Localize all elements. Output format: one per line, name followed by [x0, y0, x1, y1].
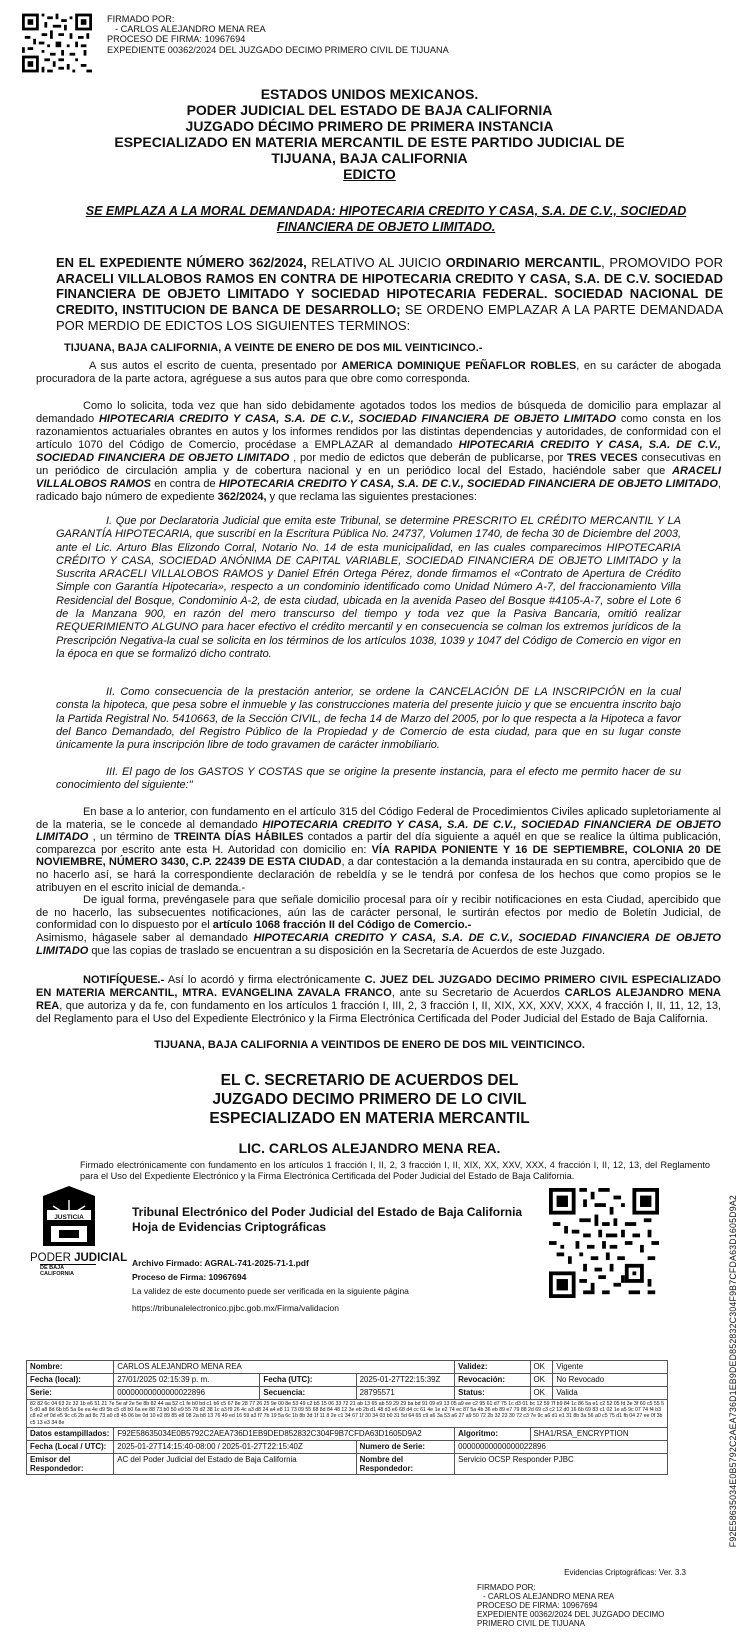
table-cell: No Revocado: [553, 1374, 668, 1387]
signature-block-top: [107, 14, 449, 55]
qr-code-top: [22, 13, 92, 73]
text-span: HIPOTECARIA CREDITO Y CASA, S.A. DE C.V., SOCIEDAD FINANCIERA DE OBJETO LIMITADO: [36, 439, 721, 464]
table-cell: Secuencia:: [260, 1387, 356, 1400]
prestacion-2: II. Como consecuencia de la prestación anterior, se ordene la CANCELACIÓN DE LA INSCRIPCIÓN en la cual consta la hipoteca, que pesa sobre el inmueble y las construcciones materia del presente juicio y que se encuentra inscrito bajo la Partida Registral No. 5410663, de la Sección CIVIL, de fecha 14 de Marzo del 2005, por lo que respecta a la Hipoteca a favor del Banco Demandado, del Registro Público de la Propiedad y de Comercio de esta ciudad, para que en su lugar conste únicamente la pura inscripción libre de todo gravamen de carácter inmobiliario.: [56, 686, 681, 752]
text-span: , que autoriza y da fe, con fundamento en los artículos 1 fracción I, III, 2, 3 fracción I, II, XIX, XX, XXV, XXX, 4 fracción I, II, 11, 12, 13, del Reglamento para el Uso del Expediente Electrónico y la Firma Electrónica Certificada del Poder Judicial del Estado de Baja California.: [36, 1000, 721, 1025]
text-span: Asimismo, hágasele saber al demandado: [36, 932, 254, 944]
signer-name: - CARLOS ALEJANDRO MENA REA: [115, 24, 266, 35]
archivo-info: [132, 1256, 409, 1315]
text-span: artículo 1068 fracción II del Código de Comercio.-: [212, 919, 472, 932]
document-header: [16, 86, 723, 182]
table-cell: F92E58635034E0B5792C2AEA736D1EB9DED852832C304F9B7CFDA63D1605D9A2: [114, 1427, 455, 1440]
forma-paragraph: [36, 894, 721, 932]
text-span: HIPOTECARIA CREDITO Y CASA, S.A. DE C.V., SOCIEDAD FINANCIERA DE OBJETO LIMITADO: [218, 478, 718, 490]
text-span: consecutivas en un periódico de circulación amplia y de cobertura nacional y en un periódico local del Estado, haciéndole saber que: [36, 452, 722, 477]
secretario-line: EL C. SECRETARIO DE ACUERDOS DEL: [220, 1072, 519, 1089]
table-cell: 28795571: [356, 1387, 454, 1400]
text-span: , por medio de edictos que deberán de publicarse, por: [289, 452, 568, 464]
date-line: TIJUANA, BAJA CALIFORNIA A VEINTIDOS DE ENERO DE DOS MIL VEINTICINCO.: [154, 1039, 585, 1051]
logo-sub: DE BAJA CALIFORNIA: [40, 1264, 96, 1277]
evidence-version: Evidencias Criptográficas: Ver. 3.3: [564, 1568, 686, 1577]
base-paragraph: [36, 806, 721, 894]
table-cell: 27/01/2025 02:15:39 p. m.: [114, 1374, 260, 1387]
text-span: en contra de: [151, 478, 219, 490]
table-cell: Serie:: [27, 1387, 114, 1400]
table-row: [27, 1400, 668, 1428]
archivo-file: Archivo Firmado: AGRAL-741-2025-71-1.pdf: [132, 1258, 309, 1268]
table-cell: Fecha (local):: [27, 1374, 114, 1387]
logo-name-b: JUDICIAL: [74, 1252, 128, 1264]
table-cell: Nombre del Respondedor:: [356, 1453, 454, 1474]
secretario-line: ESPECIALIZADO EN MATERIA MERCANTIL: [209, 1110, 530, 1127]
text-span: Como lo solicita, toda vez que han sido debidamente agotados todos los medios de búsqueda de domicilio para emplazar al demandado: [36, 400, 721, 425]
header-line: PODER JUDICIAL DEL ESTADO DE BAJA CALIFORNIA: [186, 102, 553, 118]
text-span: HIPOTECARIA CREDITO Y CASA, S.A. DE C.V., SOCIEDAD FINANCIERA DE OBJETO LIMITADO: [36, 818, 721, 844]
qr-code-validation: [549, 1188, 659, 1298]
signature-process: PROCESO DE FIRMA: 10967694: [477, 1601, 598, 1610]
text-span: En base a lo anterior, con fundamento en el artículo 315 del Código Federal de Procedimientos Civiles aplicado supletoriamente al de la materia, se le concede al demandado: [36, 806, 721, 831]
text-span: ORDINARIO MERCANTIL: [445, 255, 602, 270]
como-paragraph: [36, 400, 721, 504]
table-cell: OK: [530, 1387, 553, 1400]
text-span: AMERICA DOMINIQUE PEÑAFLOR ROBLES: [341, 360, 577, 372]
text-span: EN EL EXPEDIENTE NÚMERO 362/2024,: [56, 255, 307, 270]
table-row: [27, 1440, 668, 1453]
text-span: TREINTA DÍAS HÁBILES: [173, 831, 304, 844]
signature-expediente: EXPEDIENTE 00362/2024 DEL JUZGADO DECIMO: [477, 1610, 665, 1619]
text-span: RELATIVO AL JUICIO: [306, 255, 446, 270]
signature-hex: 82 82 6c 04 63 2c 32 1b e6 51 21 7e 5e af 2e 5e 8b 82 44 aa 52 c1 fe b0 bd c1 b6 c5 67 8e 28 77 26 25 9e 00 8e 53 49 c2 b5 15 06 33 72 21 ab 13 65 ab 59 29 29 ba bd 91 09 e9 13 05 a9 ee c2 95 61 d7 75 1c d3 01 bc 12 59 7f b9 84 1c 86 5a e1 c2 52 05 fd 3e 3f 60 c5 55 55 d0 a8 8d 6b b5 5a 6e ea 4e d9 5b c5 c8 b0 6a ee 88 73 b0 50 e9 55 78 d2 38 1c a3 f9 26 4c a3 d8 24 a4 e8 11 73 09 55 68 8d 84 48 12 3e eb 2b d1 48 d3 e6 68 d4 cc 61 4e 1e e2 74 ec 87 5a 4b 36 eb 89 e7 79 88 2d 69 c3 c2 12 d0 16 6b 69 83 c1 02 1e a5 9c 07 74 f4 b3 c8 e2 ef 0d e5 9c c6 2b ad 8c 73 a0 c8 45 06 be 0d 10 e2 89 85 e8 08 2a b8 13 76 49 ed 16 59 a3 f7 7b 19 5a 6c 1b 8b 3d 1f 11 8 2e c1 34 67 1f 30 34 03 b0 31 5d 64 65 c9 a6 3a 53 a6 27 a9 50 72 2b 32 23 30 72 c3 7e 9c a6 d1 e1 31 8b 3a 56 a0 c5 75 d1 fb 04 27 ee 0f 3b c5 13 e3 34 8e: [27, 1400, 668, 1428]
notificacion-paragraph: [36, 974, 721, 1026]
text-span: , radicado bajo número de expediente: [36, 478, 721, 503]
text-span: 362/2024,: [217, 491, 267, 503]
text-span: Así lo acordó y firma electrónicamente: [164, 974, 365, 986]
table-cell: OK: [530, 1361, 553, 1374]
signature-label: FIRMADO POR:: [477, 1583, 536, 1592]
logo-name: [30, 1252, 128, 1264]
table-row: [27, 1361, 668, 1374]
table-cell: Fecha (UTC):: [260, 1374, 356, 1387]
table-cell: Nombre:: [27, 1361, 114, 1374]
date-line: TIJUANA, BAJA CALIFORNIA, A VEINTE DE ENERO DE DOS MIL VEINTICINCO.-: [64, 342, 483, 354]
text-span: que las copias de traslado se encuentran a su disposición en la Secretaría de Acuerdos de este Juzgado.: [88, 944, 606, 957]
validation-url[interactable]: https://tribunalelectronico.pjbc.gob.mx/Firma/validacion: [132, 1303, 339, 1313]
table-cell: Validez:: [455, 1361, 530, 1374]
table-cell: Algoritmo:: [455, 1427, 530, 1440]
table-cell: 2025-01-27T14:15:40-08:00 / 2025-01-27T22:15:40Z: [114, 1440, 356, 1453]
table-cell: OK: [530, 1374, 553, 1387]
table-cell: Emisor del Respondedor:: [27, 1453, 114, 1474]
header-line: TIJUANA, BAJA CALIFORNIA: [271, 150, 468, 166]
table-cell: CARLOS ALEJANDRO MENA REA: [114, 1361, 455, 1374]
table-cell: 00000000000000022896: [114, 1387, 260, 1400]
expediente-paragraph: [56, 255, 723, 334]
prestacion-1: I. Que por Declaratoria Judicial que emita este Tribunal, se determine PRESCRITO EL CRÉDITO MERCANTIL Y LA GARANTÍA HIPOTECARIA, que suscribí en la Escritura Pública No. 24737, Volumen 1740, de fecha 30 de Diciembre del 2003, ante el Lic. Arturo Blas Elizondo Corral, Notario No. 14 de esta municipalidad, en las cuales comparecimos HIPOTECARIA CRÉDITO Y CASA, SOCIEDAD ANÓNIMA DE CAPITAL VARIABLE, SOCIEDAD FINANCIERA DE OBJETO LIMITADO y la Suscrita ARACELI VILLALOBOS RAMOS y Daniel Efrén Ortega Pérez, donde firmamos el «Contrato de Apertura de Crédito Simple con Garantía Hipotecaria», respecto a un condominio identificado como Unidad Número A-7, del fraccionamiento Villa Residencial del Bosque, Condominio A-2, de esta ciudad, ubicada en la avenida Paseo del Bosque #4105-A-7, sobre el Lote 6 de la Manzana 900, en razón del mero transcurso del tiempo y toda vez que la Pasiva Bancaria, omitió realizar REQUERIMIENTO ALGUNO para hacer efectivo el crédito mercantil y en consecuencia se colman los extremos jurídicos de la Prescripción Negativa-la cual se solicita en los términos de los artículos 1038, 1039 y 1047 del Código de Comercio en vigor en la época en que se formalizó dicho contrato.: [56, 515, 681, 660]
prestacion-3: III. El pago de los GASTOS Y COSTAS que se origine la presente instancia, para el efecto me permito hacer de su conocimiento del siguiente:": [56, 766, 681, 792]
text-span: C. JUEZ DEL JUZGADO DECIMO PRIMERO CIVIL ESPECIALIZADO EN MATERIA MERCANTIL, MTRA. EVANGELINA ZAVALA FRANCO: [36, 974, 721, 999]
text-span: , PROMOVIDO POR: [601, 255, 723, 270]
secretario-name: LIC. CARLOS ALEJANDRO MENA REA.: [238, 1140, 501, 1156]
table-row: [27, 1453, 668, 1474]
tribunal-line: Hoja de Evidencias Criptográficas: [132, 1220, 327, 1234]
header-line: ESPECIALIZADO EN MATERIA MERCANTIL DE ESTE PARTIDO JUDICIAL DE: [114, 134, 625, 150]
text-span: De igual forma, prevéngasele para que señale domicilio procesal para oír y recibir notificaciones en esta Ciudad, apercibido que de no hacerlo, las subsecuentes notificaciones, aún las de carácter personal, le surtirán efectos por medio de Boletín Judicial, de conformidad con lo dispuesto por el: [36, 894, 721, 932]
header-line: ESTADOS UNIDOS MEXICANOS.: [260, 86, 479, 102]
text-span: A sus autos el escrito de cuenta, presentado por: [89, 360, 342, 372]
table-cell: 00000000000000022896: [455, 1440, 668, 1453]
logo-name-a: PODER: [30, 1252, 75, 1264]
table-cell: Numero de Serie:: [356, 1440, 454, 1453]
vertical-hash: F92E58635034E0B5792C2AEA736D1EB9DED852832C304F9B7CFDA63D1605D9A2: [728, 1195, 738, 1548]
text-span: contados a partir del día siguiente a aquél en que se realice la última publicación, comparezca por escrito ante esta H. Autoridad con domicilio en:: [36, 831, 721, 856]
signer-name: - CARLOS ALEJANDRO MENA REA: [483, 1592, 615, 1601]
text-span: ARACELI VILLALOBOS RAMOS EN CONTRA DE HIPOTECARIA CREDITO Y CASA, S.A. DE C.V. SOCIEDAD FINANCIERA DE OBJETO LIMITADO Y SOCIEDAD HIPOTECARIA FEDERAL. SOCIEDAD NACIONAL DE CREDITO, INSTITUCION DE BANCA DE DESARROLLO;: [56, 270, 723, 318]
archivo-validez: La validez de este documento puede ser verificada en la siguiente página: [132, 1286, 409, 1296]
tribunal-heading: [132, 1205, 522, 1235]
text-span: NOTIFÍQUESE.-: [83, 974, 165, 986]
text-span: CARLOS ALEJANDRO MENA REA: [36, 987, 721, 1012]
text-span: como consta en los razonamientos actuariales obrantes en autos y los informes rendidos por las distintas dependencias y autoridades, de conformidad con el artículo 1070 del Código de Comercio, procédase a EMPLAZAR al demandado: [36, 413, 721, 451]
table-cell: AC del Poder Judicial del Estado de Baja California: [114, 1453, 356, 1474]
poder-judicial-logo: [30, 1186, 128, 1277]
table-cell: 2025-01-27T22:15:39Z: [356, 1374, 454, 1387]
text-span: HIPOTECARIA CREDITO Y CASA, S.A. DE C.V., SOCIEDAD FINANCIERA DE OBJETO LIMITADO: [98, 413, 617, 425]
table-cell: Fecha (Local / UTC):: [27, 1440, 114, 1453]
text-span: , a dar contestación a la demanda instaurada en su contra, apercibido que de no hacerlo así, se hará la correspondiente declaración de rebeldía y se le tendrá por confesa de los hechos que como propios se le atribuyen en el escrito inicial de demanda.-: [36, 856, 722, 894]
signature-process: PROCESO DE FIRMA: 10967694: [107, 34, 246, 45]
text-span: , un término de: [88, 831, 174, 844]
text-span: HIPOTECARIA CREDITO Y CASA, S.A. DE C.V., SOCIEDAD FINANCIERA DE OBJETO LIMITADO: [36, 932, 721, 957]
table-cell: Vigente: [553, 1361, 668, 1374]
text-span: VÍA RAPIDA PONIENTE Y 16 DE SEPTIEMBRE, COLONIA 20 DE NOVIEMBRE, NÚMERO 3430, C.P. 22439 DE ESTA CIUDAD: [36, 843, 721, 869]
logo-banner: JUSTICIA: [54, 1214, 84, 1221]
table-row: [27, 1427, 668, 1440]
electronic-signature-note: Firmado electrónicamente con fundamento en los artículos 1 fracción I, II, 2, 3 fracción I, II, XIX, XX, XXV, XXX, 4 fracción I, II, 12, 13, del Reglamento para el Uso del Expediente Electrónico y la Firma Electrónica Certificada del Poder Judicial del Estado de Baja California.: [80, 1160, 710, 1181]
signature-block-bottom: [477, 1583, 664, 1628]
document-title: EDICTO: [343, 166, 396, 182]
table-cell: SHA1/RSA_ENCRYPTION: [530, 1427, 667, 1440]
secretario-title: [16, 1071, 723, 1128]
signature-label: FIRMADO POR:: [107, 14, 175, 24]
table-cell: Datos estampillados:: [27, 1427, 114, 1440]
table-row: [27, 1387, 668, 1400]
signature-expediente: PRIMERO CIVIL DE TIJUANA: [477, 1619, 586, 1628]
evidence-table: [26, 1360, 668, 1475]
text-span: SE ORDENO EMPLAZAR A LA PARTE DEMANDADA POR MERDIO DE EDICTOS LOS SIGUIENTES TERMINOS:: [56, 302, 723, 333]
tribunal-line: Tribunal Electrónico del Poder Judicial del Estado de Baja California: [132, 1205, 523, 1219]
text-span: y que reclama las siguientes prestaciones:: [266, 491, 477, 503]
table-cell: Servicio OCSP Responder PJBC: [455, 1453, 668, 1474]
emplaza-heading: SE EMPLAZA A LA MORAL DEMANDADA: HIPOTECARIA CREDITO Y CASA, S.A. DE C.V., SOCIEDAD FINANCIERA DE OBJETO LIMITADO.: [85, 204, 687, 234]
signature-expediente: EXPEDIENTE 00362/2024 DEL JUZGADO DECIMO PRIMERO CIVIL DE TIJUANA: [107, 44, 449, 55]
archivo-proceso: Proceso de Firma: 10967694: [132, 1272, 247, 1282]
text-span: ARACELI VILLALOBOS RAMOS: [36, 465, 721, 490]
text-span: TRES VECES: [567, 452, 638, 464]
text-span: , en su carácter de abogada procuradora de la parte actora, agréguese a sus autos para que obre como corresponda.: [36, 360, 721, 386]
autos-paragraph: [36, 360, 721, 387]
secretario-line: JUZGADO DECIMO PRIMERO DE LO CIVIL: [212, 1091, 527, 1108]
header-line: JUZGADO DÉCIMO PRIMERO DE PRIMERA INSTANCIA: [185, 118, 554, 134]
table-cell: Valida: [553, 1387, 668, 1400]
table-cell: Revocación:: [455, 1374, 530, 1387]
text-span: , ante su Secretario de Acuerdos: [391, 987, 565, 999]
asimismo-paragraph: [36, 932, 721, 957]
table-cell: Status:: [455, 1387, 530, 1400]
table-row: [27, 1374, 668, 1387]
